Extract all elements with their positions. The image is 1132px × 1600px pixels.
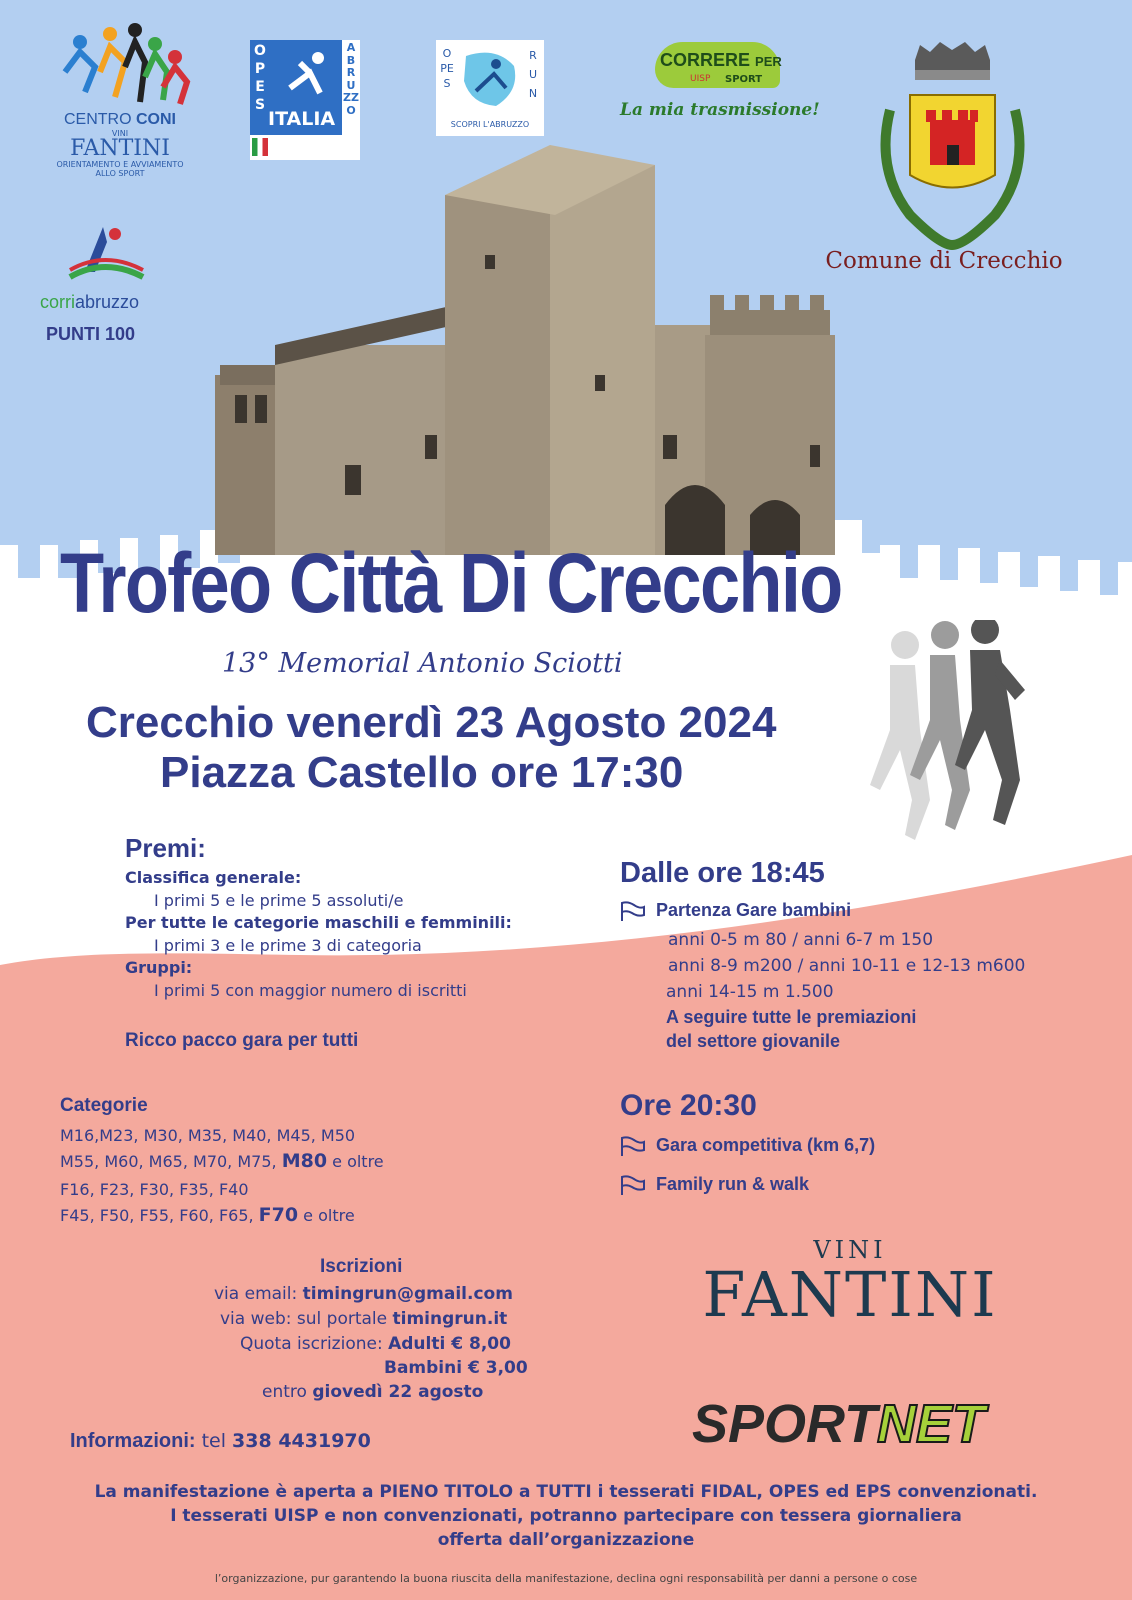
opes-italia-text: ITALIA — [268, 108, 336, 130]
pacco-gara: Ricco pacco gara per tutti — [125, 1030, 359, 1051]
iscrizioni-deadline: entro giovedì 22 agosto — [262, 1382, 484, 1402]
comune-label: Comune di Crecchio — [825, 248, 1063, 274]
footer-line-2: I tesserati UISP e non convenzionati, potranno partecipare con tessera giornaliera — [170, 1506, 962, 1526]
bambini-ages-3: anni 14-15 m 1.500 — [666, 982, 834, 1002]
opes-italia-logo — [250, 40, 360, 160]
opes-run-left: OPES — [440, 47, 454, 90]
abruzzo-word: abruzzo — [75, 292, 140, 312]
coni-name: FANTINI — [70, 136, 170, 161]
premi-l3: I primi 5 con maggior numero di iscritti — [154, 981, 467, 1000]
footer-line-1: La manifestazione è aperta a PIENO TITOLO a TUTTI i tesserati FIDAL, OPES ed EPS convenzionati. — [94, 1482, 1038, 1502]
categorie-row-2: M55, M60, M65, M70, M75, M80 e oltre — [60, 1150, 384, 1172]
page-title: Trofeo Città Di Crecchio — [60, 536, 842, 630]
opes-runner-icon — [280, 48, 335, 103]
disclaimer: l’organizzazione, pur garantendo la buona riuscita della manifestazione, declina ogni responsabilità per danni a persone o cose — [214, 1572, 918, 1585]
partenza-bambini: Partenza Gare bambini — [620, 900, 851, 921]
punti-label: PUNTI 100 — [46, 324, 136, 344]
vini-fantini-logo — [675, 1236, 1025, 1331]
family-run: Family run & walk — [620, 1174, 809, 1195]
correre-tagline: La mia trasmissione! — [620, 100, 820, 120]
web-link[interactable]: timingrun.it — [392, 1309, 508, 1329]
comune-crecchio-crest — [825, 40, 1063, 274]
coni-line1b: CONI — [136, 111, 176, 128]
quota-adulti: Quota iscrizione: Adulti € 8,00 — [240, 1334, 511, 1354]
email-link[interactable]: timingrun@gmail.com — [302, 1284, 513, 1304]
coni-small: VINI — [111, 129, 129, 138]
iscrizioni-email: via email: timingrun@gmail.com — [214, 1284, 513, 1304]
vini-word: VINI — [813, 1236, 887, 1264]
iscrizioni-heading: Iscrizioni — [320, 1256, 403, 1277]
coni-line1: CENTRO — [63, 111, 132, 128]
flag-icon — [620, 1175, 646, 1195]
coni-runners-icon — [45, 22, 195, 107]
memorial-subtitle: 13° Memorial Antonio Sciotti — [222, 648, 623, 679]
premi-l3-heading: Gruppi: — [125, 958, 193, 977]
event-place: Piazza Castello ore 17:30 — [160, 748, 684, 797]
program-heading-2030: Ore 20:30 — [620, 1089, 757, 1122]
premi-l2: I primi 3 e le prime 3 di categoria — [154, 936, 422, 955]
footer-line-3: offerta dall’organizzazione — [437, 1530, 695, 1550]
runners-silhouette — [860, 620, 1040, 860]
opes-region: ABRUZZO — [343, 41, 359, 117]
correre-word: CORRERE — [660, 50, 751, 70]
crest-icon — [870, 40, 1035, 255]
flag-icon — [620, 1136, 646, 1156]
net-text: NET — [877, 1394, 986, 1454]
uisp-word: UISP — [690, 74, 711, 84]
bambini-ages-2: anni 8-9 m200 / anni 10-11 e 12-13 m600 — [668, 956, 1026, 976]
sport-text: SPORT — [692, 1394, 878, 1454]
bambini-ages-1: anni 0-5 m 80 / anni 6-7 m 150 — [668, 930, 934, 950]
event-date: Crecchio venerdì 23 Agosto 2024 — [86, 698, 777, 747]
castle-image — [215, 145, 865, 555]
categorie-row-3: F16, F23, F30, F35, F40 — [60, 1180, 249, 1199]
opes-run-right: RUN — [528, 49, 538, 100]
opes-run-bottom: SCOPRI L'ABRUZZO — [450, 120, 530, 129]
premi-l1-heading: Classifica generale: — [125, 868, 302, 887]
categorie-row-1: M16,M23, M30, M35, M40, M45, M50 — [60, 1126, 356, 1145]
sport-word: SPORT — [725, 74, 763, 85]
fantini-word: FANTINI — [702, 1258, 998, 1331]
quota-bambini: Bambini € 3,00 — [384, 1358, 528, 1378]
gara-competitiva: Gara competitiva (km 6,7) — [620, 1135, 875, 1156]
categorie-heading: Categorie — [60, 1095, 148, 1116]
sportnet-logo — [692, 1396, 985, 1452]
program-heading-1845: Dalle ore 18:45 — [620, 857, 825, 889]
coni-sub1: ORIENTAMENTO E AVVIAMENTO — [56, 160, 184, 169]
centro-coni-logo — [40, 22, 200, 187]
iscrizioni-web: via web: sul portale timingrun.it — [220, 1309, 508, 1329]
informazioni: Informazioni: tel 338 4431970 — [70, 1430, 371, 1452]
premiazioni-note-2: del settore giovanile — [666, 1031, 841, 1051]
categorie-row-4: F45, F50, F55, F60, F65, F70 e oltre — [60, 1204, 355, 1226]
premi-l1: I primi 5 e le prime 5 assoluti/e — [154, 891, 404, 910]
correre-per-sport-logo — [600, 38, 830, 128]
corri-abruzzo-logo — [40, 222, 180, 352]
coni-sub2: ALLO SPORT — [95, 169, 145, 178]
premiazioni-note-1: A seguire tutte le premiazioni — [666, 1007, 917, 1027]
corri-runner-icon — [65, 222, 145, 290]
opes-run-logo — [436, 40, 544, 136]
corri-word: corri — [40, 292, 75, 312]
premi-heading: Premi: — [125, 833, 206, 863]
phone-number[interactable]: 338 4431970 — [232, 1430, 371, 1452]
opes-run-map-icon — [456, 46, 524, 111]
opes-vertical: OPES — [254, 43, 266, 113]
flag-icon — [620, 901, 646, 921]
per-word: PER — [755, 54, 782, 69]
premi-l2-heading: Per tutte le categorie maschili e femminili: — [125, 913, 512, 932]
